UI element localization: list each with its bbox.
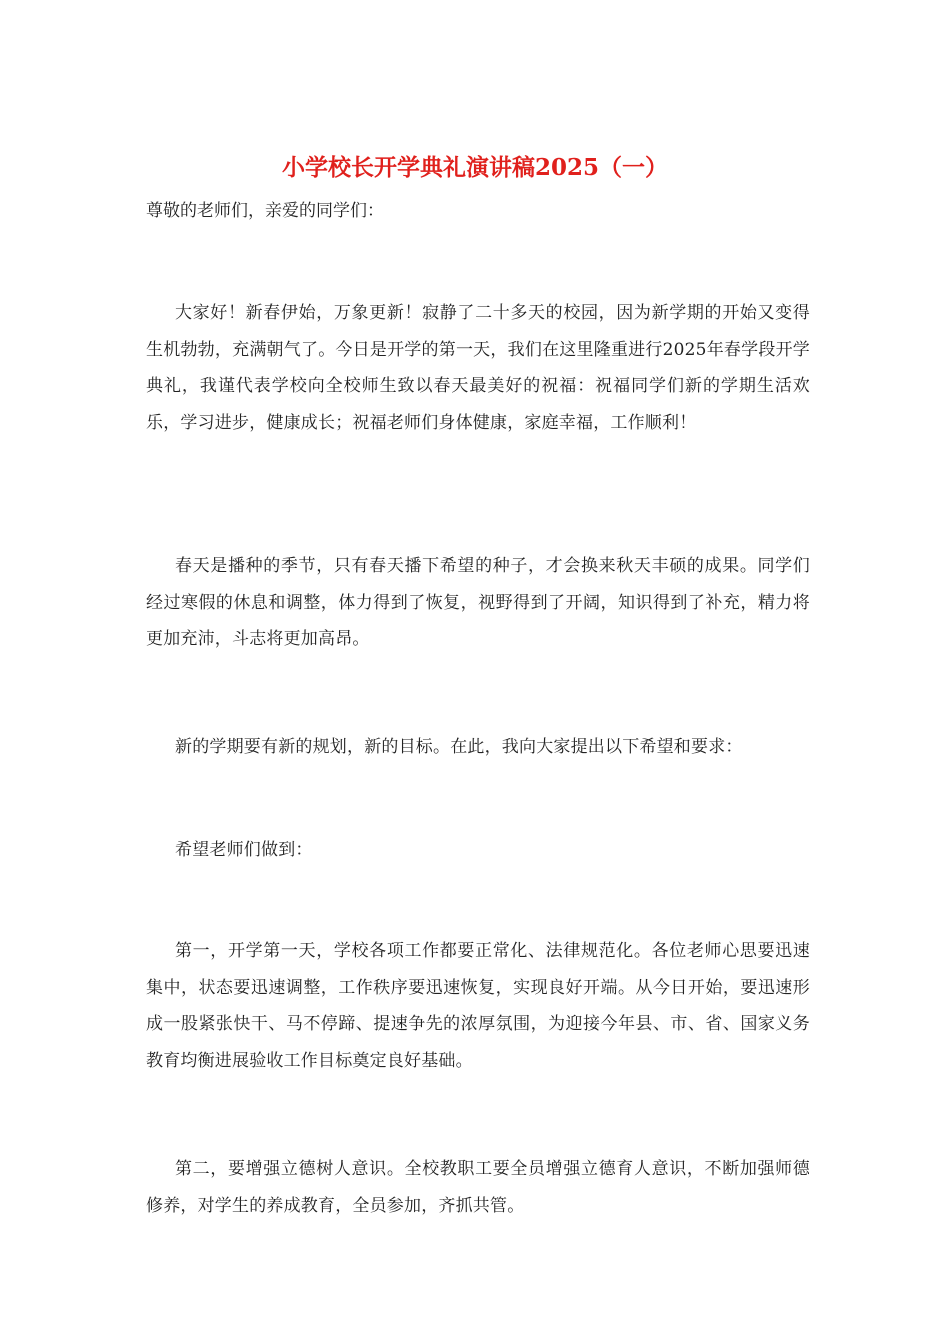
paragraph-4: 希望老师们做到： — [175, 840, 313, 860]
paragraph-1: 大家好！新春伊始，万象更新！寂静了二十多天的校园，因为新学期的开始又变得生机勃勃，充满朝气了。今日是开学的第一天，我们在这里隆重进行2025年春学段开学典礼，我谨代表学校向全校师生致以春天最美好的祝福：祝福同学们新的学期生活欢乐，学习进步，健康成长；祝福老师们身体健康，家庭幸福，工作顺利！ — [146, 303, 810, 433]
paragraph-3: 新的学期要有新的规划，新的目标。在此，我向大家提出以下希望和要求： — [175, 737, 743, 757]
greeting: 尊敬的老师们，亲爱的同学们： — [146, 201, 384, 221]
paragraph-5: 第一，开学第一天，学校各项工作都要正常化、法律规范化。各位老师心思要迅速集中，状态要迅速调整，工作秩序要迅速恢复，实现良好开端。从今日开始，要迅速形成一股紧张快干、马不停蹄、提速争先的浓厚氛围，为迎接今年县、市、省、国家义务教育均衡进展验收工作目标奠定良好基础。 — [146, 941, 810, 1071]
paragraph-6: 第二，要增强立德树人意识。全校教职工要全员增强立德育人意识，不断加强师德修养，对学生的养成教育，全员参加，齐抓共管。 — [146, 1159, 810, 1216]
paragraph-2: 春天是播种的季节，只有春天播下希望的种子，才会换来秋天丰硕的成果。同学们经过寒假的休息和调整，体力得到了恢复，视野得到了开阔，知识得到了补充，精力将更加充沛，斗志将更加高昂。 — [146, 556, 810, 649]
document-title: 小学校长开学典礼演讲稿2025（一） — [281, 154, 668, 181]
